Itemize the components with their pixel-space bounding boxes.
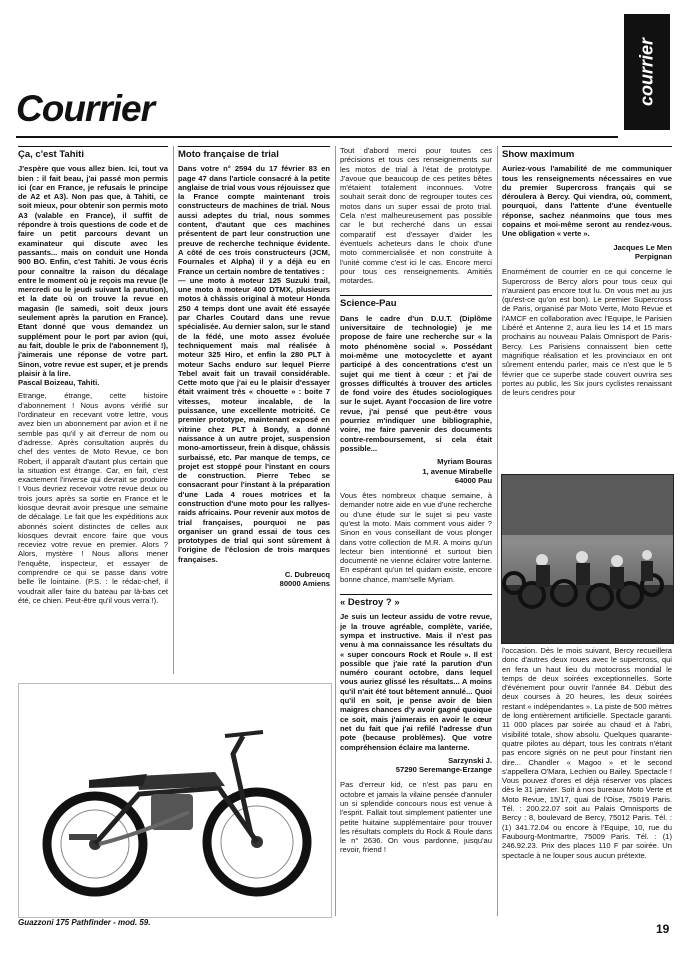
letter-trial-body: — une moto à moteur 125 Suzuki trail, une moto à moteur 400 DTMX, plusieurs motos à châssis original à moteur Honda 250 4 temps dont une avait été essayée par Charles Coutard dans une revue spécialisée. Au dernier salon, sur le stand de la fédé, une moto assez évoluée techniquement mais mal réalisée à moteur 325 Hiro, et enfin la 280 PLT à moteur Sachs enduro sur lequel Pierre Tebel avait fait un travail considérable. Cette moto que j'ai eu le plaisir d'essayer était vraiment très « chouette » : boite 7 vitesses, moteur incalable, de la puissance, une excellente motricité. Ce premier prototype, maintenant exposé en vitrine chez PLT à Bondy, a donné naissance à un autre projet, suspension mono-amortisseur, frein à disque, châssis surbaissé, etc. Par manque de temps, ce projet est stoppé pour l'instant en cours de construction. Pierre Tebec se consacrant pour l'instant à la préparation d'une Lada 4 roues motrices et la construction d'une moto pour les rallyes-raids africains. Pour revenir aux motos de trial françaises, pourquoi ne pas organiser un grand essai de tous ces prototypes de trial qui sont sûrement à l'origine de l'éclosion de trois marques françaises. (178, 275, 330, 564)
section-tab (624, 14, 670, 130)
column-3 (340, 146, 492, 916)
supercross-riders-image (502, 475, 673, 643)
reply-tahiti: Etrange, étrange, cette histoire d'abonnement ! Nous avons vérifié sur l'ordinateur en recevant votre lettre, vous avez bien un abonnement par avion et il ne semble pas qu'il y ait d'erreur de nom ou d'adresse. Après consultation auprès du chef des ventes de Moto Revue, ce bon Robert, il apparaît d'autant plus certain que la situation est étrange. Car, en fait, c'est exactement l'inverse qui devrait se produire ! Vous devriez recevoir votre revue deux ou trois jours après sa sortie en France et le kiosque devrait avoir presque une semaine de décalage. Le fait que les expéditions aux abonnés soient distinctes de celles aux kiosques devrait encore faire que vous receviez votre revue en premier. Alors ? Alors, mystère ! Nous allons mener l'enquête, inspecteur, et essayer de comprendre ce qui se passe dans votre belle île lointaine. (P.S. : le rédac-chef, il voudrait aller faire du bateau par là-bas cet été, ce chien. Peut-être qu'il vous verra !). (18, 391, 168, 605)
letter-pau: Dans le cadre d'un D.U.T. (Diplôme universitaire de technologie) je me propose de faire une recherche sur « la moto phénomène social ». Possédant moi-même une motocyclette et ayant participé à des concentrations c'est un sujet qui me tient à cœur : et j'ai de grosses difficultés à trouver des articles de fond voire des études sociologiques sur le sujet. Ayant l'occasion de lire votre revue, j'ai pensé que peut-être vous pourriez m'indiquer une bibliographie, voire, me faire parvenir des documents contre-remboursement, si cela était possible... (340, 313, 492, 453)
letter-show: Auriez-vous l'amabilité de me communiquer tous les renseignements nécessaires en vue du premier Supercross français qui se déroulera à Bercy. Qui viendra, où, comment, pourquoi, dans l'attente d'une éventuelle réponse, sachez néanmoins que tous mes copains et moi-même seront au rendez-vous. Une obligation « verte ». (502, 164, 672, 239)
signature-show-name: Jacques Le Men (613, 242, 672, 252)
signature-tahiti: Pascal Boizeau, Tahiti. (18, 378, 100, 388)
article-title-show: Show maximum (502, 146, 672, 159)
signature-pau-name: Myriam Bouras (437, 457, 492, 467)
signature-pau-address: 1, avenue Mirabelle (422, 466, 492, 476)
column-divider (173, 146, 174, 674)
header-rule (16, 136, 618, 138)
article-title-destroy: « Destroy ? » (340, 594, 492, 607)
letter-tahiti: J'espère que vous allez bien. Ici, tout va bien : il fait beau, j'ai passé mon permis ici (car en France, je refusais le principe de A2 et A3). Non pas que, à Tahiti, ce soit mieux, pour obtenir son permis moto A3 (valable en France), il suffit de répondre à trois questions de code et de faire un petit parcours devant un examinateur qui discute avec les passants... mais on conduit une Honda 900 BO. Enfin, c'est Tahiti. Je vous écris pour connaître la raison du décalage entre le moment où je reçois ma revue (le mercredi ou le jeudi suivant la parution), et la date où on trouve la revue en magasin (le samedi, soit deux jours seulement après la parution en France). Etant donné que vous demandez un supplément pour le port par avion (qui, au fait, double le prix de l'abonnement !), j'aimerais une réponse de votre part. Sinon, votre revue est super, et je prends plaisir à la lire. (18, 164, 168, 378)
signature-trial-city: 80000 Amiens (279, 579, 330, 589)
signature-pau-city: 64000 Pau (454, 475, 492, 485)
signature-destroy-name: Sarzynski J. (448, 755, 492, 765)
reply-show-part1: Enormément de courrier en ce qui concerne le Supercross de Bercy alors pour tous ceux qui n'auraient pas encore tout lu. On vous met au jus (qu'est-ce qu'on est bon). Le premier Supercross de Paris, organisé par Moto Verte, Moto Revue et l'AMCF en collaboration avec l'Equipe, le Parisien Libéré et Antenne 2, aura lieu les 14 et 15 mars prochains au nouveau Palais Omnisport de Paris-Bercy. Les Parisiens connaissent bien cette magnifique réalisation et les provinciaux en ont sûrement entendu parler, mais ce n'est que le 5 février que ce superbe stade couvert ouvrira ses portes au public, les Six jours cyclistes renaissant de leurs cendres pour (502, 267, 672, 398)
reply-show-part2: l'occasion. Dès le mois suivant, Bercy recueillera donc d'autres deux roues avec le supercross, qui en fera un haut lieu du motocross mondial le temps de deux soirées exceptionnelles. Sorte d'événement pour ouvrir l'année 84. Début des deux courses à 20 heures, les deux soirées restant « indépendantes ». La piste de 500 mètres de long entièrement artificielle. Spectacle garanti. 11 000 places par soirée au chaud et à l'abri, visibilité totale, show absolu. Quelques quarante-quatre pilotes au départ, tous les contrats n'étant pas encore signés on ne peut pour l'instant rien dire... Chandler « Magoo » et le second s'appellera O'Mara, Lechien ou Bailey. Spectacle ! Vous pouvez d'ores et déjà réserver vos places dès le 31 janvier. Soit à nos bureaux Moto Verte et Moto Revue, 15/17, quai de l'Oise, 75019 Paris. Tél. : 200.22.07 soit au Palais Omnisports de Bercy : 8, boulevard de Bercy, 75012 Paris. Tél. : (1) 341.72.04 ou encore à l'Equipe, 10, rue du Faubourg-Montmartre, 75009 Paris. Tél. : (1) 246.92.23. Prix des places 110 F par soirée. Un spectacle à ne louper sous aucun prétexte. (502, 646, 672, 860)
article-title-trial: Moto française de trial (178, 146, 330, 159)
supercross-photo (501, 474, 674, 644)
letter-trial-intro: Dans votre n° 2594 du 17 février 83 en page 47 dans l'article consacré à la petite anglaise de trial vous vous réjouissez que la France compte maintenant trois constructeurs de machines de trial. Nous aussi adeptes du trial, nous sommes content, d'autant que ces machines présentent de part leur construction une preuve de recherche technique évidente. A côté de ces trois constructeurs (JCM, Fournales et Alpha) il y a déjà eu en France un certain nombre de tentatives : (178, 164, 330, 276)
signature-show-city: Perpignan (634, 251, 672, 261)
page-title: Courrier (16, 88, 154, 129)
signature-destroy-city: 57290 Seremange-Erzange (395, 765, 492, 775)
column-divider (335, 146, 336, 916)
section-tab-label: courrier (636, 37, 657, 107)
signature-trial-name: C. Dubreucq (284, 570, 330, 580)
article-title-pau: Science-Pau (340, 295, 492, 308)
column-4-top (502, 146, 672, 472)
motorcycle-image (19, 684, 331, 917)
column-divider (497, 146, 498, 916)
page-number: 19 (656, 922, 670, 936)
motorcycle-photo (18, 683, 332, 918)
reply-trial: Tout d'abord merci pour toutes ces précisions et tous ces renseignements sur les motos de trial à l'état de prototype. J'avoue que beaucoup de ces petites bêtes m'étaient totalement inconnues. Votre souhait serait donc de regrouper toutes ces motos dans un super essai de proto trial. Cela n'est malheureusement pas possible car le but recherché dans un essai comparatif est d'essayer d'aider les éventuels acheteurs dans le choix d'une moto commercialisée et non construite à l'unité comme c'est ici le cas. Encore merci pour tous ces renseignements. Amitiés motardes. (340, 146, 492, 286)
column-1 (18, 146, 168, 674)
photo-caption: Guazzoni 175 Pathfinder - mod. 59. (18, 918, 151, 927)
column-2 (178, 146, 330, 674)
reply-destroy: Pas d'erreur kid, ce n'est pas paru en octobre et jamais la vilaine pensée d'annuler un si splendide concours nous est venue à l'esprit. Fallait tout simplement patienter une petite huitaine supplémentaire pour trouver les résultats complets du Rock & Roule dans le n° 2636. On vous pardonne, jusqu'au revoir, friend ! (340, 780, 492, 855)
reply-pau: Vous êtes nombreux chaque semaine, à demander notre aide en vue d'une recherche ou d'une étude sur le sujet si peu vaste qu'est la moto. Mais comment vous aider ? Sinon en vous conseillant de vous plonger dans votre collection de M.R. A moins qu'un lecteur bien intentionné et surtout bien documenté ne vienne éclairer votre lanterne. En espérant qu'un tel quidam existe, encore bonne chance, mam'selle Myriam. (340, 491, 492, 584)
column-4-bottom (502, 646, 672, 916)
letter-destroy: Je suis un lecteur assidu de votre revue, je la trouve agréable, complète, variée, sympa et instructive. Mais il n'est pas venu à ma connaissance les résultats du « super concours Rock et Roule ». Il est possible que j'aie raté la parution d'un numéro courant octobre, dans lequel vous auriez glissé les résultats... A moins qu'il n'ait été tout bêtement annulé... Quoi qu'il en soit, je pense avoir de bien maigres chances d'y avoir gagné quoique ce soit, mais j'aimerais en avoir le cœur net du fait que j'ai refilé l'adresse d'un pote (because problèmes). Que votre compréhension éclaire ma lanterne. (340, 612, 492, 752)
article-title-tahiti: Ça, c'est Tahiti (18, 146, 168, 159)
